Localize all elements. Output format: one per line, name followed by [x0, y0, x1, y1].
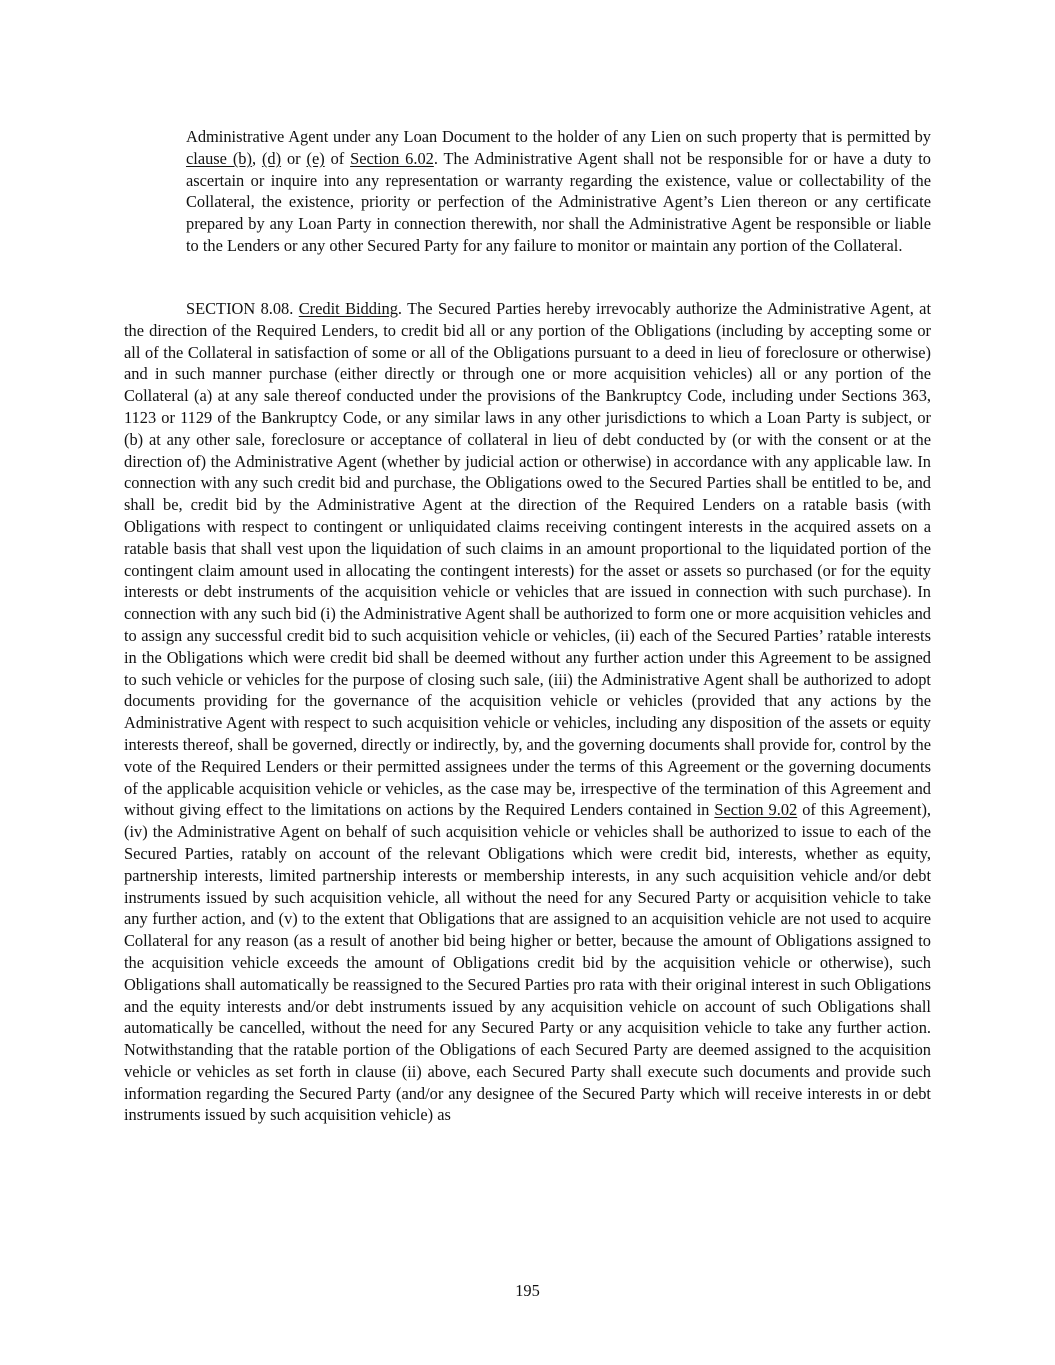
text-run: or — [281, 148, 307, 168]
section-heading: Credit Bidding — [298, 299, 398, 318]
text-run: of — [324, 148, 351, 168]
clause-d-reference: (d) — [261, 148, 282, 168]
section-heading-period: . — [397, 299, 403, 318]
continued-paragraph — [186, 126, 931, 257]
text-run: The Secured Parties hereby irrevocably authorize the Administrative Agent, at the direction of the Required Lenders, to credit bid all or any portion of the Obligations (including by accepting some or all of the Collateral in satisfaction of some or all of the Obligations pursuant to a deed in lieu of foreclosure or otherwise) and in such manner purchase (either directly or through one or more acquisition vehicles) all or any portion of the Collateral (a) at any sale thereof conducted under the provisions of the Bankruptcy Code, including under Sections 363, 1123 or 1129 of the Bankruptcy Code, or any similar laws in any other jurisdictions to which a Loan Party is subject, or (b) at any other sale, foreclosure or acceptance of collateral in lieu of debt conducted by (or with the consent or at the direction of) the Administrative Agent (whether by judicial action or otherwise) in accordance with any applicable law. In connection with any such credit bid and purchase, the Obligations owed to the Secured Parties shall be entitled to be, and shall be, credit bid by the Administrative Agent at the direction of the Required Lenders on a ratable basis (with Obligations with respect to contingent or unliquidated claims receiving contingent interests in the acquired assets on a ratable basis that shall vest upon the liquidation of such claims in an amount proportional to the liquidated portion of the contingent claim amount used in allocating the contingent interests) for the asset or assets so purchased (or for the equity interests or debt instruments of the acquisition vehicle or vehicles that are issued in connection with such purchase). In connection with any such bid (i) the Administrative Agent shall be authorized to form one or more acquisition vehicles and to assign any successful credit bid to such acquisition vehicle or vehicles, (ii) each of the Secured Parties’ ratable interests in the Obligations which were credit bid shall be deemed without any further action under this Agreement to be assigned to such vehicle or vehicles for the purpose of closing such sale, (iii) the Administrative Agent shall be authorized to adopt documents providing for the governance of the acquisition vehicle or vehicles (provided that any actions by the Administrative Agent with respect to such acquisition vehicle or vehicles, including any disposition of the assets or equity interests thereof, shall be governed, directly or indirectly, by, and the governing documents shall provide for, control by the vote of the Required Lenders or their permitted assignees under the terms of this Agreement or the governing documents of the applicable acquisition vehicle or vehicles, as the case may be, irrespective of the termination of this Agreement and without giving effect to the limitations on actions by the Required Lenders contained in — [124, 299, 932, 820]
section-number: SECTION 8.08. — [186, 299, 299, 318]
section-9-02-reference: Section 9.02 — [714, 800, 798, 820]
section-8-08-paragraph — [124, 298, 931, 1126]
section-6-02-reference: Section 6.02 — [350, 148, 434, 168]
text-run: Administrative Agent under any Loan Document to the holder of any Lien on such property that is permitted by — [186, 127, 931, 146]
text-run: . The Administrative Agent shall not be responsible for or have a duty to ascertain or inquire into any representation or warranty regarding the existence, value or collectability of the Collateral, the existence, priority or perfection of the Administrative Agent’s Lien thereon or any certificate prepared by any Loan Party in connection therewith, nor shall the Administrative Agent be responsible or liable to the Lenders or any other Secured Party for any failure to monitor or maintain any portion of the Collateral. — [186, 148, 932, 255]
clause-e-reference: (e) — [306, 148, 325, 168]
text-run: of this Agreement), (iv) the Administrative Agent on behalf of such acquisition vehicle or vehicles shall be authorized to issue to each of the Secured Parties, ratably on account of the relevant Obligations which were credit bid, interests, whether as equity, partnership interests, limited partnership interests or membership interests, in any such acquisition vehicle and/or debt instruments issued by such acquisition vehicle, all without the need for any Secured Party or acquisition vehicle to take any further action, and (v) to the extent that Obligations that are assigned to an acquisition vehicle are not used to acquire Collateral for any reason (as a result of another bid being higher or better, because the amount of Obligations assigned to the acquisition vehicle exceeds the amount of Obligations credit bid by the acquisition vehicle or otherwise), such Obligations shall automatically be reassigned to the Secured Parties pro rata with their original interest in such Obligations and the equity interests and/or debt instruments issued by any acquisition vehicle on account of such Obligations shall automatically be cancelled, without the need for any Secured Party or any acquisition vehicle to take any further action. Notwithstanding that the ratable portion of the Obligations of each Secured Party are deemed assigned to the acquisition vehicle or vehicles as set forth in clause (ii) above, each Secured Party shall execute such documents and provide such information regarding the Secured Party (and/or any designee of the Secured Party which will receive interests in or debt instruments issued by such acquisition vehicle) as — [124, 800, 932, 1125]
text-run: , — [251, 148, 262, 168]
clause-b-reference: clause (b) — [186, 148, 252, 168]
page-number: 195 — [515, 1281, 540, 1300]
